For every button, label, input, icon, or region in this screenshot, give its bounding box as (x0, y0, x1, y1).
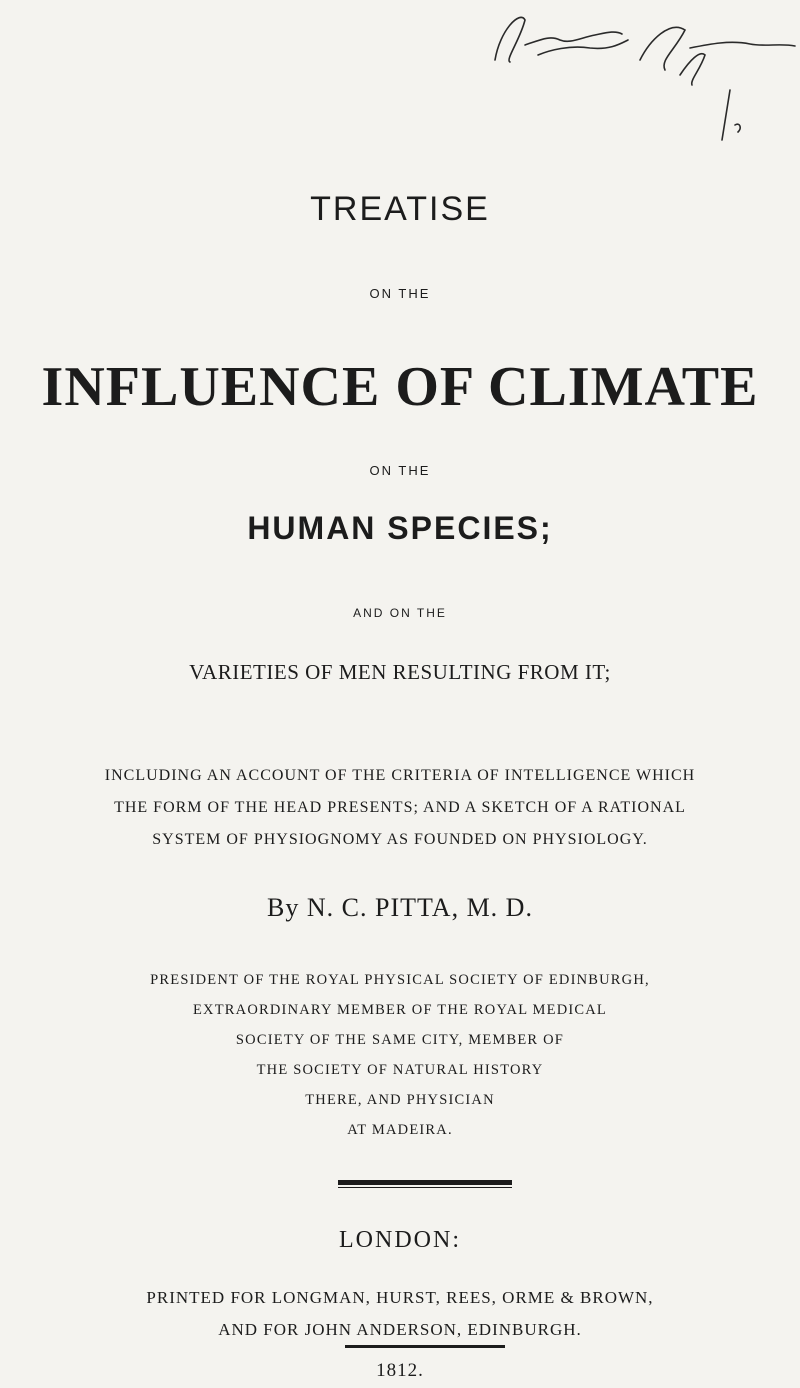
and-on-the-line: AND ON THE (353, 606, 447, 620)
credentials-line: SOCIETY OF THE SAME CITY, MEMBER OF (235, 1032, 565, 1048)
on-the-line-2: ON THE (369, 463, 431, 478)
subtitle-human-species: HUMAN SPECIES; (247, 510, 553, 546)
author-line: By N. C. PITTA, M. D. (267, 893, 533, 922)
including-line: SYSTEM OF PHYSIOGNOMY AS FOUNDED ON PHYSIOLOGY. (152, 831, 648, 848)
author-credentials (0, 965, 800, 1145)
including-paragraph (0, 760, 800, 856)
credentials-line: PRESIDENT OF THE ROYAL PHYSICAL SOCIETY OF EDINBURGH, (150, 972, 650, 988)
divider-rule-small (345, 1345, 505, 1348)
divider-rule-thin (338, 1187, 512, 1188)
imprint-year: 1812. (376, 1360, 424, 1381)
printer-line: PRINTED FOR LONGMAN, HURST, REES, ORME & BROWN, (146, 1288, 654, 1307)
imprint-printer (0, 1282, 800, 1346)
including-line: INCLUDING AN ACCOUNT OF THE CRITERIA OF INTELLIGENCE WHICH (104, 767, 696, 784)
divider-rule (338, 1180, 512, 1185)
handwritten-signature (480, 0, 800, 150)
on-the-line-1: ON THE (369, 286, 431, 301)
credentials-line: EXTRAORDINARY MEMBER OF THE ROYAL MEDICAL (193, 1002, 607, 1018)
including-line: THE FORM OF THE HEAD PRESENTS; AND A SKETCH OF A RATIONAL (114, 799, 686, 816)
printer-line: AND FOR JOHN ANDERSON, EDINBURGH. (218, 1320, 582, 1339)
imprint-place: LONDON: (339, 1227, 461, 1253)
credentials-line: AT MADEIRA. (347, 1122, 453, 1138)
credentials-line: THE SOCIETY OF NATURAL HISTORY (256, 1062, 544, 1078)
title-treatise: TREATISE (310, 190, 490, 228)
credentials-line: THERE, AND PHYSICIAN (305, 1092, 495, 1108)
main-title: INFLUENCE OF CLIMATE (41, 356, 759, 418)
subtitle-varieties: VARIETIES OF MEN RESULTING FROM IT; (189, 660, 611, 684)
